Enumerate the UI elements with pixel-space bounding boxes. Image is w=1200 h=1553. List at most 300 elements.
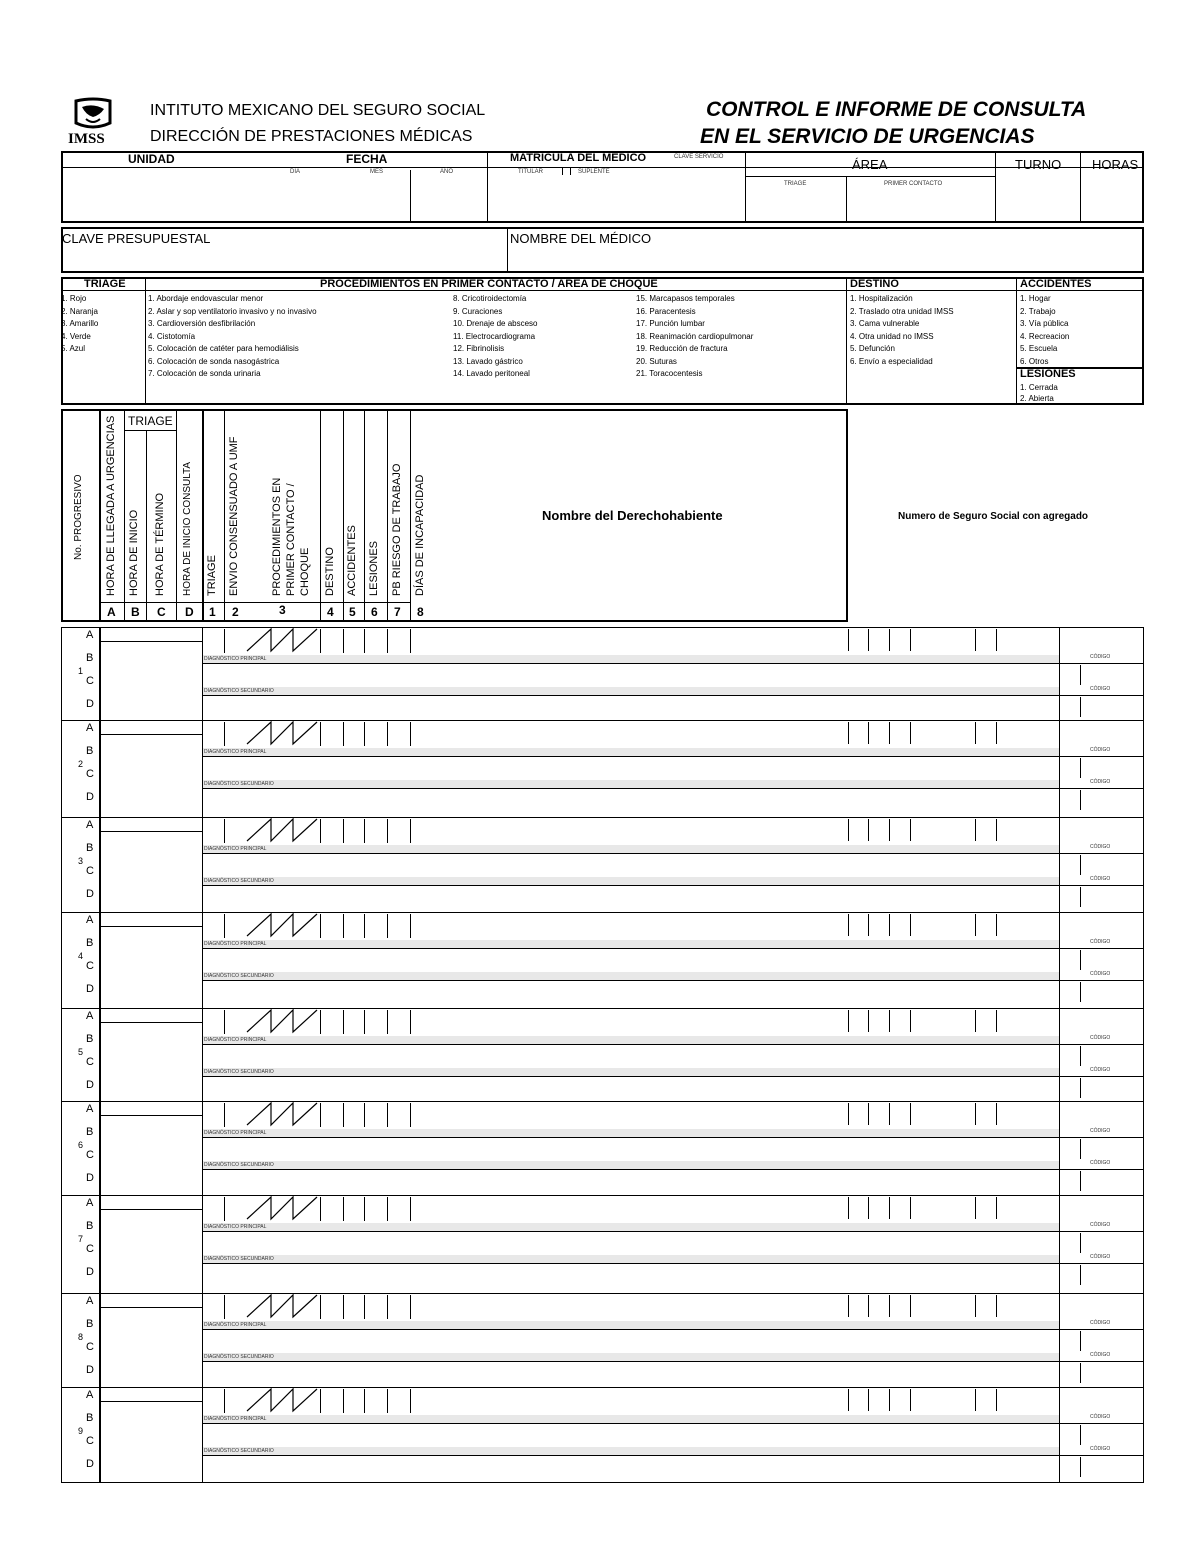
legend-accidentes-title: ACCIDENTES — [1020, 278, 1092, 290]
procedure-zigzag-mark — [245, 912, 325, 938]
dx-principal-label: DIAGNÓSTICO PRINCIPAL — [204, 1130, 267, 1136]
col-letter: B — [131, 605, 140, 619]
row-col-tick — [848, 1197, 849, 1219]
dx-principal-field — [203, 748, 1059, 756]
row-hline — [100, 734, 202, 735]
row-col-tick — [868, 1389, 869, 1411]
row-col-tick — [387, 1010, 388, 1034]
row-col-tick — [387, 629, 388, 653]
row-hline — [100, 1115, 202, 1116]
row-letter: C — [86, 1435, 94, 1447]
hora-inicio-header: HORA DE INICIO — [128, 509, 140, 596]
triage-item: 2. Naranja — [61, 306, 98, 316]
row-col-tick — [364, 722, 365, 746]
triage-item: 4. Verde — [61, 331, 91, 341]
row-col-tick — [343, 914, 344, 938]
row-hline — [203, 1263, 1144, 1264]
row-hline — [203, 1361, 1144, 1362]
row-col-tick — [975, 1103, 976, 1125]
row-hline — [100, 641, 202, 642]
procedimientos-header: PROCEDIMIENTOS EN PRIMER CONTACTO / CHOQUE — [271, 477, 311, 596]
legend-lesiones-title: LESIONES — [1020, 368, 1076, 380]
procedure-zigzag-mark — [245, 1387, 325, 1413]
row-letter: B — [86, 1318, 94, 1330]
procedure-zigzag-mark — [245, 817, 325, 843]
row-col-tick — [224, 1295, 225, 1319]
row-letter: B — [86, 745, 94, 757]
row-col-tick — [387, 1197, 388, 1221]
row-col-tick — [975, 1389, 976, 1411]
legend-destino-list — [850, 293, 954, 368]
row-col-tick — [889, 1010, 890, 1032]
dx-principal-label: DIAGNÓSTICO PRINCIPAL — [204, 1322, 267, 1328]
row-col-tick — [889, 1295, 890, 1317]
procedure-zigzag-mark — [245, 1008, 325, 1034]
codigo-label: CÓDIGO — [1090, 1035, 1111, 1041]
dx-secundario-field — [203, 780, 1059, 788]
dx-principal-label: DIAGNÓSTICO PRINCIPAL — [204, 749, 267, 755]
envio-header: ENVIO CONSENSUADO A UMF — [228, 436, 240, 596]
codigo-label: CÓDIGO — [1090, 1222, 1111, 1228]
destino-item: 6. Envío a especialidad — [850, 356, 933, 366]
row-col-tick — [868, 722, 869, 744]
row-letter: A — [86, 629, 94, 641]
row-number: 6 — [78, 1140, 84, 1150]
row-col-tick — [387, 1389, 388, 1413]
proc-item: 2. Aslar y sop ventilatorio invasivo y no invasivo — [148, 306, 317, 316]
row-letter: A — [86, 722, 94, 734]
dx-principal-field — [203, 845, 1059, 853]
procedure-zigzag-mark — [245, 1293, 325, 1319]
dx-secundario-field — [203, 1447, 1059, 1455]
codigo-tick — [1080, 1265, 1081, 1285]
dx-secundario-field — [203, 1068, 1059, 1076]
proc-item: 20. Suturas — [636, 356, 677, 366]
codigo-tick — [1080, 1425, 1081, 1445]
row-col-tick — [868, 629, 869, 651]
legend-destino-title: DESTINO — [850, 278, 899, 290]
legend-proc-col1 — [148, 293, 317, 381]
row-block-top — [61, 817, 1144, 818]
dx-secundario-field — [203, 972, 1059, 980]
row-col-tick — [343, 819, 344, 843]
row-letter: C — [86, 675, 94, 687]
row-letter: C — [86, 1149, 94, 1161]
row-block-top — [61, 720, 1144, 721]
dx-principal-label: DIAGNÓSTICO PRINCIPAL — [204, 656, 267, 662]
proc-item: 15. Marcapasos temporales — [636, 294, 735, 303]
proc-item: 14. Lavado peritoneal — [453, 369, 530, 378]
codigo-label: CÓDIGO — [1090, 1160, 1111, 1166]
dx-secundario-label: DIAGNÓSTICO SECUNDARIO — [204, 1354, 274, 1360]
row-col-tick — [889, 819, 890, 841]
accidente-item: 6. Otros — [1020, 356, 1049, 366]
row-col-tick — [364, 819, 365, 843]
row-letter: D — [86, 1266, 94, 1278]
row-letter: C — [86, 1341, 94, 1353]
row-letter: B — [86, 842, 94, 854]
row-col-tick — [387, 819, 388, 843]
row-col-tick — [868, 914, 869, 936]
dx-principal-field — [203, 1223, 1059, 1231]
row-letter: A — [86, 1295, 94, 1307]
codigo-label: CÓDIGO — [1090, 876, 1111, 882]
row-col-tick — [996, 629, 997, 651]
row-number: 8 — [78, 1332, 84, 1342]
dx-principal-label: DIAGNÓSTICO PRINCIPAL — [204, 1224, 267, 1230]
horas-label: HORAS — [1092, 157, 1139, 172]
codigo-tick — [1080, 1139, 1081, 1159]
form-title-line1: CONTROL E INFORME DE CONSULTA — [706, 98, 1087, 121]
row-hline — [203, 885, 1144, 886]
col-letter: D — [185, 605, 194, 619]
dx-principal-label: DIAGNÓSTICO PRINCIPAL — [204, 941, 267, 947]
row-col-tick — [848, 629, 849, 651]
row-letter: D — [86, 983, 94, 995]
clave-presupuestal-label: CLAVE PRESUPUESTAL — [62, 231, 211, 246]
row-col-tick — [410, 1389, 411, 1413]
codigo-tick — [1080, 1171, 1081, 1191]
row-col-tick — [910, 1295, 911, 1317]
row-col-tick — [343, 722, 344, 746]
proc-item: 7. Colocación de sonda urinaria — [148, 369, 261, 378]
mes-label: MES — [370, 169, 384, 175]
dx-principal-field — [203, 940, 1059, 948]
row-block-top — [61, 1101, 1144, 1102]
row-letter: C — [86, 865, 94, 877]
row-letter: B — [86, 1126, 94, 1138]
row-letter: A — [86, 1389, 94, 1401]
row-letter: C — [86, 1056, 94, 1068]
hora-llegada-header: HORA DE LLEGADA A URGENCIAS — [105, 415, 117, 596]
destino-item: 5. Defunción — [850, 344, 895, 353]
proc-item: 5. Colocación de catéter para hemodiálisis — [148, 344, 299, 353]
proc-item: 18. Reanimación cardiopulmonar — [636, 331, 754, 341]
row-col-tick — [996, 1389, 997, 1411]
imss-logo — [66, 97, 120, 149]
grid-header-box — [61, 409, 848, 622]
row-col-tick — [410, 1295, 411, 1319]
destino-item: 3. Cama vulnerable — [850, 319, 920, 328]
row-col-tick — [889, 1103, 890, 1125]
row-number: 7 — [78, 1234, 84, 1244]
row-hline — [203, 1455, 1144, 1456]
dx-secundario-label: DIAGNÓSTICO SECUNDARIO — [204, 973, 274, 979]
triage-group-header: TRIAGE — [128, 414, 173, 428]
accidente-item: 2. Trabajo — [1020, 306, 1056, 316]
institute-line1: INTITUTO MEXICANO DEL SEGURO SOCIAL — [150, 102, 486, 119]
codigo-tick — [1080, 1457, 1081, 1477]
row-col-tick — [996, 722, 997, 744]
triage-item: 1. Rojo — [61, 294, 87, 303]
dx-secundario-label: DIAGNÓSTICO SECUNDARIO — [204, 1162, 274, 1168]
row-hline — [203, 1044, 1144, 1045]
lesion-item: 2. Abierta — [1020, 394, 1054, 403]
row-col-tick — [975, 1197, 976, 1219]
dia-label: DIA — [290, 169, 301, 175]
row-letter: D — [86, 698, 94, 710]
proc-item: 3. Cardioversión desfibrilación — [148, 319, 256, 328]
row-col-tick — [975, 1010, 976, 1032]
row-col-tick — [387, 722, 388, 746]
row-col-tick — [975, 722, 976, 744]
row-col-tick — [910, 914, 911, 936]
legend-triage-list — [61, 293, 98, 356]
area-primer-contacto-label: PRIMER CONTACTO — [884, 181, 943, 187]
legend-proc-title: PROCEDIMIENTOS EN PRIMER CONTACTO / AREA DE CHOQUE — [320, 278, 658, 290]
row-col-tick — [848, 1389, 849, 1411]
proc-item: 6. Colocación de sonda nasogástrica — [148, 356, 280, 366]
codigo-label: CÓDIGO — [1090, 971, 1111, 977]
row-col-tick — [996, 1197, 997, 1219]
procedure-zigzag-mark — [245, 1101, 325, 1127]
clave-servicio-label: CLAVE SERVICIO — [674, 154, 724, 160]
row-col-tick — [410, 1010, 411, 1034]
row-col-tick — [848, 1103, 849, 1125]
row-col-tick — [910, 1197, 911, 1219]
proc-item: 17. Punción lumbar — [636, 319, 705, 328]
row-col-tick — [387, 1103, 388, 1127]
row-hline — [203, 788, 1144, 789]
row-col-tick — [224, 629, 225, 653]
row-col-tick — [343, 1197, 344, 1221]
row-col-tick — [224, 722, 225, 746]
codigo-tick — [1080, 1331, 1081, 1351]
row-col-tick — [889, 1389, 890, 1411]
row-letter: D — [86, 888, 94, 900]
row-block-top — [61, 1195, 1144, 1196]
codigo-tick — [1080, 1046, 1081, 1066]
row-col-tick — [910, 629, 911, 651]
row-col-tick — [224, 1103, 225, 1127]
legend-lesiones-list — [1020, 382, 1058, 404]
row-letter: D — [86, 1172, 94, 1184]
row-col-tick — [410, 629, 411, 653]
codigo-label: CÓDIGO — [1090, 747, 1111, 753]
ano-label: AÑO — [440, 169, 454, 175]
proc-item: 13. Lavado gástrico — [453, 356, 523, 366]
accidente-item: 5. Escuela — [1020, 344, 1058, 353]
col-letter: 7 — [394, 605, 401, 619]
legend-accidentes-list — [1020, 293, 1069, 368]
row-letter: A — [86, 914, 94, 926]
dx-secundario-label: DIAGNÓSTICO SECUNDARIO — [204, 1448, 274, 1454]
codigo-label: CÓDIGO — [1090, 939, 1111, 945]
row-col-tick — [910, 1389, 911, 1411]
codigo-tick — [1080, 1363, 1081, 1383]
row-col-tick — [364, 1295, 365, 1319]
proc-item: 19. Reducción de fractura — [636, 344, 728, 353]
col-letter: 6 — [371, 605, 378, 619]
logo-text: IMSS — [68, 131, 105, 147]
row-hline — [100, 1401, 202, 1402]
nombre-medico-label: NOMBRE DEL MÉDICO — [510, 231, 652, 246]
row-hline — [203, 1137, 1144, 1138]
dx-principal-field — [203, 1036, 1059, 1044]
codigo-tick — [1080, 790, 1081, 810]
row-col-tick — [910, 722, 911, 744]
row-letter: B — [86, 937, 94, 949]
row-col-tick — [975, 914, 976, 936]
procedure-zigzag-mark — [245, 720, 325, 746]
row-col-tick — [410, 1197, 411, 1221]
codigo-label: CÓDIGO — [1090, 1128, 1111, 1134]
row-col-tick — [848, 722, 849, 744]
row-hline — [100, 926, 202, 927]
destino-item: 1. Hospitalización — [850, 294, 913, 303]
hora-termino-header: HORA DE TÉRMINO — [154, 492, 166, 596]
fecha-label: FECHA — [346, 152, 388, 166]
col-letter: 5 — [349, 605, 356, 619]
row-col-tick — [364, 1103, 365, 1127]
dx-secundario-label: DIAGNÓSTICO SECUNDARIO — [204, 688, 274, 694]
row-col-tick — [343, 1103, 344, 1127]
row-hline — [100, 1209, 202, 1210]
accidente-item: 4. Recreacion — [1020, 331, 1070, 341]
row-col-tick — [868, 1197, 869, 1219]
row-block-top — [61, 1008, 1144, 1009]
row-letter: B — [86, 1220, 94, 1232]
row-letter: D — [86, 791, 94, 803]
dx-principal-field — [203, 1321, 1059, 1329]
row-col-tick — [848, 1295, 849, 1317]
row-col-tick — [996, 1010, 997, 1032]
row-col-tick — [343, 1010, 344, 1034]
codigo-label: CÓDIGO — [1090, 1446, 1111, 1452]
codigo-label: CÓDIGO — [1090, 1414, 1111, 1420]
row-letter: A — [86, 1010, 94, 1022]
row-hline — [100, 1307, 202, 1308]
area-triage-label: TRIAGE — [784, 181, 807, 187]
row-col-tick — [975, 1295, 976, 1317]
proc-item: 9. Curaciones — [453, 306, 503, 316]
row-col-tick — [410, 914, 411, 938]
row-hline — [100, 831, 202, 832]
col-letter: 1 — [209, 605, 216, 619]
codigo-tick — [1080, 1078, 1081, 1098]
row-col-tick — [364, 914, 365, 938]
dx-principal-field — [203, 1415, 1059, 1423]
legend-proc-col2 — [453, 293, 538, 381]
proc-item: 1. Abordaje endovascular menor — [148, 294, 264, 303]
codigo-label: CÓDIGO — [1090, 1352, 1111, 1358]
row-hline — [203, 663, 1144, 664]
row-col-tick — [364, 1389, 365, 1413]
row-col-tick — [848, 819, 849, 841]
row-col-tick — [224, 819, 225, 843]
row-hline — [203, 853, 1144, 854]
grid-bottom-border — [61, 1482, 1144, 1483]
codigo-tick — [1080, 758, 1081, 778]
codigo-label: CÓDIGO — [1090, 654, 1111, 660]
dx-secundario-field — [203, 1255, 1059, 1263]
row-letter: D — [86, 1364, 94, 1376]
codigo-label: CÓDIGO — [1090, 1320, 1111, 1326]
destino-item: 2. Traslado otra unidad IMSS — [850, 306, 954, 316]
row-letter: D — [86, 1458, 94, 1470]
destino-item: 4. Otra unidad no IMSS — [850, 331, 934, 341]
row-block-top — [61, 912, 1144, 913]
row-number: 3 — [78, 856, 84, 866]
row-col-tick — [387, 914, 388, 938]
lesiones-header: LESIONES — [368, 540, 380, 596]
row-number: 1 — [78, 666, 84, 676]
codigo-tick — [1080, 855, 1081, 875]
col-letter: C — [157, 605, 166, 619]
col-letter: 8 — [417, 605, 424, 619]
dx-principal-field — [203, 655, 1059, 663]
dx-secundario-label: DIAGNÓSTICO SECUNDARIO — [204, 1256, 274, 1262]
row-col-tick — [387, 1295, 388, 1319]
proc-item: 16. Paracentesis — [636, 306, 696, 316]
dx-principal-label: DIAGNÓSTICO PRINCIPAL — [204, 1416, 267, 1422]
dx-secundario-field — [203, 877, 1059, 885]
proc-item: 4. Cistotomía — [148, 331, 196, 341]
row-hline — [203, 948, 1144, 949]
row-letter: B — [86, 1033, 94, 1045]
codigo-tick — [1080, 950, 1081, 970]
row-col-tick — [975, 819, 976, 841]
row-col-tick — [910, 819, 911, 841]
suplente-label: SUPLENTE — [578, 169, 610, 175]
no-progresivo-header: No. PROGRESIVO — [73, 474, 84, 560]
dx-principal-label: DIAGNÓSTICO PRINCIPAL — [204, 1037, 267, 1043]
row-hline — [203, 1231, 1144, 1232]
triage-item: 3. Amarillo — [61, 319, 99, 328]
accidentes-header: ACCIDENTES — [346, 525, 358, 596]
row-letter: A — [86, 1103, 94, 1115]
row-number: 2 — [78, 759, 84, 769]
destino-header: DESTINO — [324, 547, 336, 596]
proc-item: 21. Toracocentesis — [636, 369, 703, 378]
row-hline — [203, 980, 1144, 981]
row-col-tick — [868, 819, 869, 841]
codigo-tick — [1080, 982, 1081, 1002]
legend-triage-title: TRIAGE — [84, 278, 126, 290]
col-letter: 4 — [327, 605, 334, 619]
row-col-tick — [910, 1103, 911, 1125]
row-hline — [203, 756, 1144, 757]
hora-inicio-consulta-header: HORA DE INICIO CONSULTA — [182, 461, 193, 596]
legend-proc-col3 — [636, 293, 753, 381]
triage-item: 5. Azul — [61, 344, 86, 353]
procedure-zigzag-mark — [245, 1195, 325, 1221]
row-hline — [203, 1329, 1144, 1330]
row-hline — [203, 1169, 1144, 1170]
row-col-tick — [910, 1010, 911, 1032]
row-letter: C — [86, 1243, 94, 1255]
codigo-tick — [1080, 1233, 1081, 1253]
codigo-label: CÓDIGO — [1090, 686, 1111, 692]
accidente-item: 1. Hogar — [1020, 294, 1051, 303]
dx-secundario-field — [203, 687, 1059, 695]
row-col-tick — [889, 1197, 890, 1219]
dx-secundario-field — [203, 1161, 1059, 1169]
area-label: ÁREA — [852, 157, 888, 172]
dx-secundario-label: DIAGNÓSTICO SECUNDARIO — [204, 1069, 274, 1075]
row-hline — [203, 695, 1144, 696]
row-letter: A — [86, 1197, 94, 1209]
row-col-tick — [868, 1010, 869, 1032]
row-col-tick — [343, 1389, 344, 1413]
row-block-top — [61, 627, 1144, 628]
dx-secundario-label: DIAGNÓSTICO SECUNDARIO — [204, 781, 274, 787]
codigo-tick — [1080, 887, 1081, 907]
row-col-tick — [364, 629, 365, 653]
proc-item: 8. Cricotiroidectomía — [453, 294, 527, 303]
row-col-tick — [410, 819, 411, 843]
codigo-label: CÓDIGO — [1090, 1254, 1111, 1260]
